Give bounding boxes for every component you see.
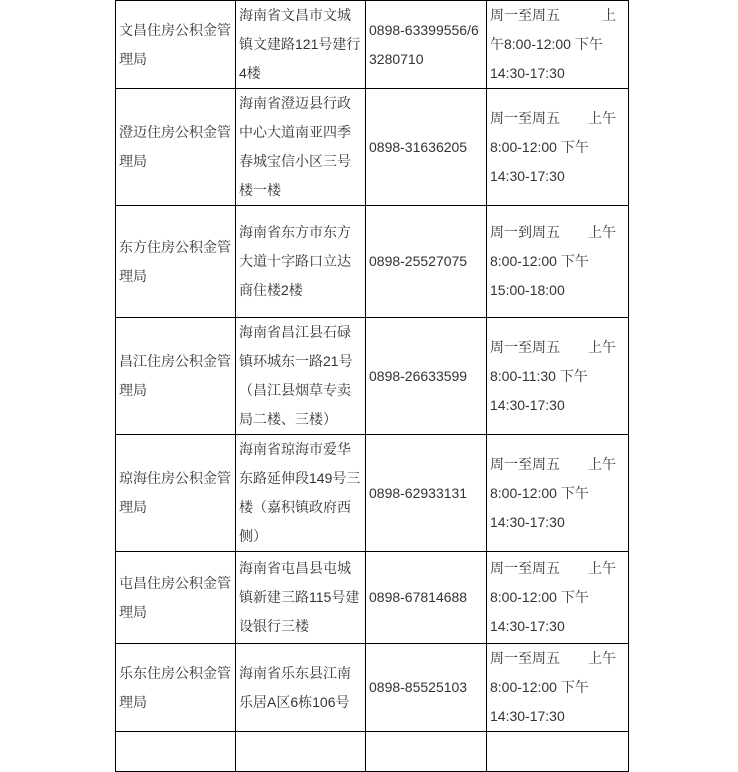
office-name-cell: 屯昌住房公积金管理局 xyxy=(116,552,236,644)
office-address-cell: 海南省屯昌县屯城镇新建三路115号建设银行三楼 xyxy=(236,552,366,644)
table-row xyxy=(116,89,629,206)
office-name-cell: 昌江住房公积金管理局 xyxy=(116,318,236,435)
office-hours-cell: 周一至周五 上午8:00-12:00 下午14:30-17:30 xyxy=(487,552,629,644)
office-phone-cell: 0898-62933131 xyxy=(366,435,487,552)
office-hours-cell xyxy=(487,732,629,772)
office-address-cell: 海南省琼海市爱华东路延伸段149号三楼（嘉积镇政府西侧） xyxy=(236,435,366,552)
table-row xyxy=(116,552,629,644)
office-name-cell: 澄迈住房公积金管理局 xyxy=(116,89,236,206)
office-hours-cell: 周一至周五 上午8:00-12:00 下午14:30-17:30 xyxy=(487,435,629,552)
office-address-cell: 海南省昌江县石碌镇环城东一路21号（昌江县烟草专卖局二楼、三楼） xyxy=(236,318,366,435)
office-phone-cell: 0898-25527075 xyxy=(366,206,487,318)
table-row xyxy=(116,318,629,435)
office-phone-cell: 0898-67814688 xyxy=(366,552,487,644)
table-row-partial xyxy=(116,732,629,772)
table-row xyxy=(116,1,629,89)
table-row xyxy=(116,206,629,318)
office-hours-cell: 周一至周五 上午8:00-11:30 下午14:30-17:30 xyxy=(487,318,629,435)
office-address-cell xyxy=(236,732,366,772)
office-phone-cell: 0898-63399556/63280710 xyxy=(366,1,487,89)
provident-fund-offices-table xyxy=(115,0,629,772)
office-name-cell xyxy=(116,732,236,772)
office-address-cell: 海南省乐东县江南乐居A区6栋106号 xyxy=(236,644,366,732)
office-phone-cell xyxy=(366,732,487,772)
table-row xyxy=(116,644,629,732)
office-name-cell: 东方住房公积金管理局 xyxy=(116,206,236,318)
office-name-cell: 文昌住房公积金管理局 xyxy=(116,1,236,89)
table-row xyxy=(116,435,629,552)
office-address-cell: 海南省澄迈县行政中心大道南亚四季春城宝信小区三号楼一楼 xyxy=(236,89,366,206)
office-address-cell: 海南省东方市东方大道十字路口立达商住楼2楼 xyxy=(236,206,366,318)
office-phone-cell: 0898-26633599 xyxy=(366,318,487,435)
office-name-cell: 乐东住房公积金管理局 xyxy=(116,644,236,732)
office-phone-cell: 0898-31636205 xyxy=(366,89,487,206)
office-hours-cell: 周一到周五 上午8:00-12:00 下午15:00-18:00 xyxy=(487,206,629,318)
office-phone-cell: 0898-85525103 xyxy=(366,644,487,732)
office-name-cell: 琼海住房公积金管理局 xyxy=(116,435,236,552)
office-hours-cell: 周一至周五 上午8:00-12:00 下午14:30-17:30 xyxy=(487,1,629,89)
table-body xyxy=(116,1,629,772)
office-hours-cell: 周一至周五 上午8:00-12:00 下午14:30-17:30 xyxy=(487,89,629,206)
office-address-cell: 海南省文昌市文城镇文建路121号建行4楼 xyxy=(236,1,366,89)
office-hours-cell: 周一至周五 上午8:00-12:00 下午14:30-17:30 xyxy=(487,644,629,732)
